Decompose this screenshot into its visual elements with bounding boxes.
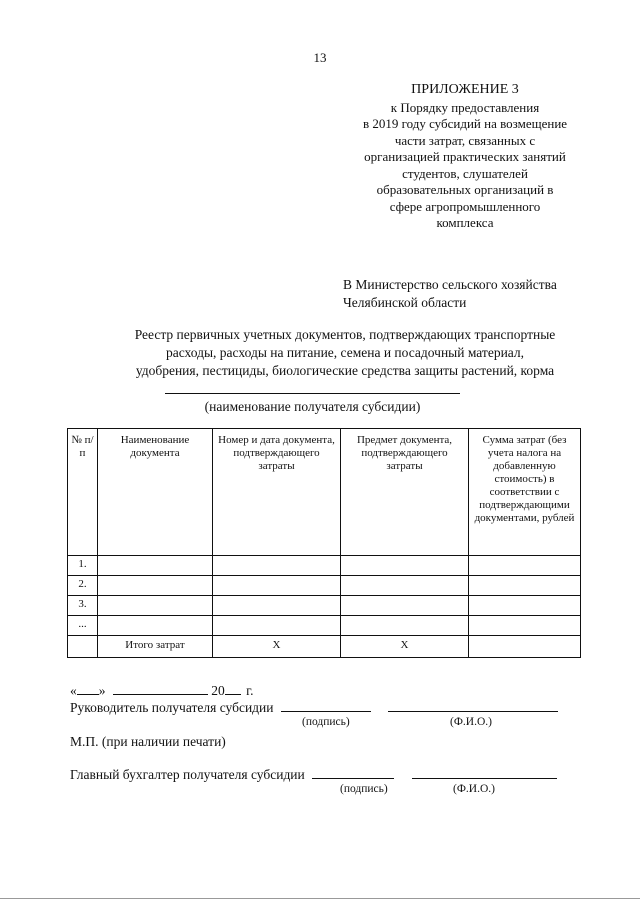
- page-bottom-rule: [0, 898, 640, 899]
- appendix-block: [330, 82, 600, 232]
- table-row: [68, 556, 581, 576]
- table-cell[interactable]: [213, 576, 341, 596]
- day-field[interactable]: [77, 682, 99, 695]
- accountant-signature-caption: (подпись): [340, 783, 388, 795]
- table-row: [68, 576, 581, 596]
- year-field[interactable]: [225, 682, 241, 695]
- page-number: 13: [313, 50, 327, 65]
- table-cell[interactable]: [341, 576, 469, 596]
- table-row: [68, 596, 581, 616]
- register-title-line: расходы, расходы на питание, семена и посадочный материал,: [165, 345, 525, 360]
- year-suffix: г.: [246, 683, 254, 698]
- head-name-caption: (Ф.И.О.): [450, 716, 492, 728]
- register-title-line: Реестр первичных учетных документов, подтверждающих транспортные: [134, 327, 556, 342]
- row-number: 2.: [68, 576, 98, 596]
- accountant-signature-field[interactable]: [312, 766, 394, 779]
- date-open-quote: «: [70, 683, 77, 698]
- appendix-line: комплекса: [436, 215, 494, 230]
- header-cell-number: № п/п: [68, 429, 98, 556]
- header-cell-document-subject: Предмет документа, подтверждающего затраты: [341, 429, 469, 556]
- stamp-label: М.П. (при наличии печати): [70, 734, 226, 749]
- table-cell[interactable]: [341, 556, 469, 576]
- appendix-line: части затрат, связанных с: [394, 132, 536, 148]
- table-cell[interactable]: [469, 616, 581, 636]
- appendix-line: в 2019 году субсидий на возмещение: [362, 116, 568, 131]
- year-prefix: 20: [211, 683, 225, 698]
- total-label: Итого затрат: [98, 636, 213, 658]
- table-cell[interactable]: [213, 556, 341, 576]
- recipient-name-line[interactable]: [165, 393, 460, 394]
- head-label: Руководитель получателя субсидии: [70, 700, 274, 715]
- table-cell[interactable]: [469, 576, 581, 596]
- table-cell[interactable]: [98, 576, 213, 596]
- head-signature-line: [70, 699, 558, 716]
- register-table: [67, 428, 581, 658]
- table-cell[interactable]: [341, 616, 469, 636]
- date-close-quote: »: [98, 683, 106, 698]
- total-cell: Х: [341, 636, 469, 658]
- appendix-line: организацией практических занятий: [364, 149, 566, 164]
- date-line: [70, 682, 254, 699]
- table-cell[interactable]: [98, 556, 213, 576]
- head-signature-field[interactable]: [281, 699, 371, 712]
- total-amount-cell[interactable]: [469, 636, 581, 658]
- total-cell: Х: [213, 636, 341, 658]
- header-cell-document-name: Наименование документа: [98, 429, 213, 556]
- appendix-line: образовательных организаций в: [376, 182, 554, 197]
- table-cell[interactable]: [213, 596, 341, 616]
- head-signature-caption: (подпись): [302, 716, 350, 728]
- accountant-label: Главный бухгалтер получателя субсидии: [70, 767, 305, 782]
- row-number: 3.: [68, 596, 98, 616]
- register-title-line: удобрения, пестициды, биологические средства защиты растений, корма: [135, 363, 555, 378]
- table-cell[interactable]: [469, 596, 581, 616]
- appendix-title: ПРИЛОЖЕНИЕ 3: [411, 82, 519, 97]
- recipient-caption: (наименование получателя субсидии): [204, 399, 421, 414]
- table-cell[interactable]: [98, 596, 213, 616]
- table-cell: [68, 636, 98, 658]
- table-cell[interactable]: [341, 596, 469, 616]
- header-cell-document-number-date: Номер и дата документа, подтверждающего затраты: [213, 429, 341, 556]
- table-cell[interactable]: [98, 616, 213, 636]
- appendix-line: студентов, слушателей: [402, 165, 528, 181]
- row-number: 1.: [68, 556, 98, 576]
- accountant-name-caption: (Ф.И.О.): [453, 783, 495, 795]
- register-title: [60, 326, 630, 380]
- addressee-block: [343, 276, 613, 312]
- table-cell[interactable]: [469, 556, 581, 576]
- header-cell-cost-amount: Сумма затрат (без учета налога на добавленную стоимость) в соответствии с подтверждающими документами, рублей: [469, 429, 581, 556]
- head-name-field[interactable]: [388, 699, 558, 712]
- month-field[interactable]: [113, 682, 208, 695]
- row-number: ...: [68, 616, 98, 636]
- table-row: [68, 616, 581, 636]
- appendix-line: к Порядку предоставления: [390, 99, 540, 115]
- addressee-line: В Министерство сельского хозяйства: [343, 277, 557, 292]
- addressee-line: Челябинской области: [343, 295, 467, 310]
- accountant-name-field[interactable]: [412, 766, 557, 779]
- table-total-row: [68, 636, 581, 658]
- accountant-signature-line: [70, 766, 557, 783]
- appendix-line: сфере агропромышленного: [389, 198, 541, 214]
- table-cell[interactable]: [213, 616, 341, 636]
- table-header-row: [68, 429, 581, 556]
